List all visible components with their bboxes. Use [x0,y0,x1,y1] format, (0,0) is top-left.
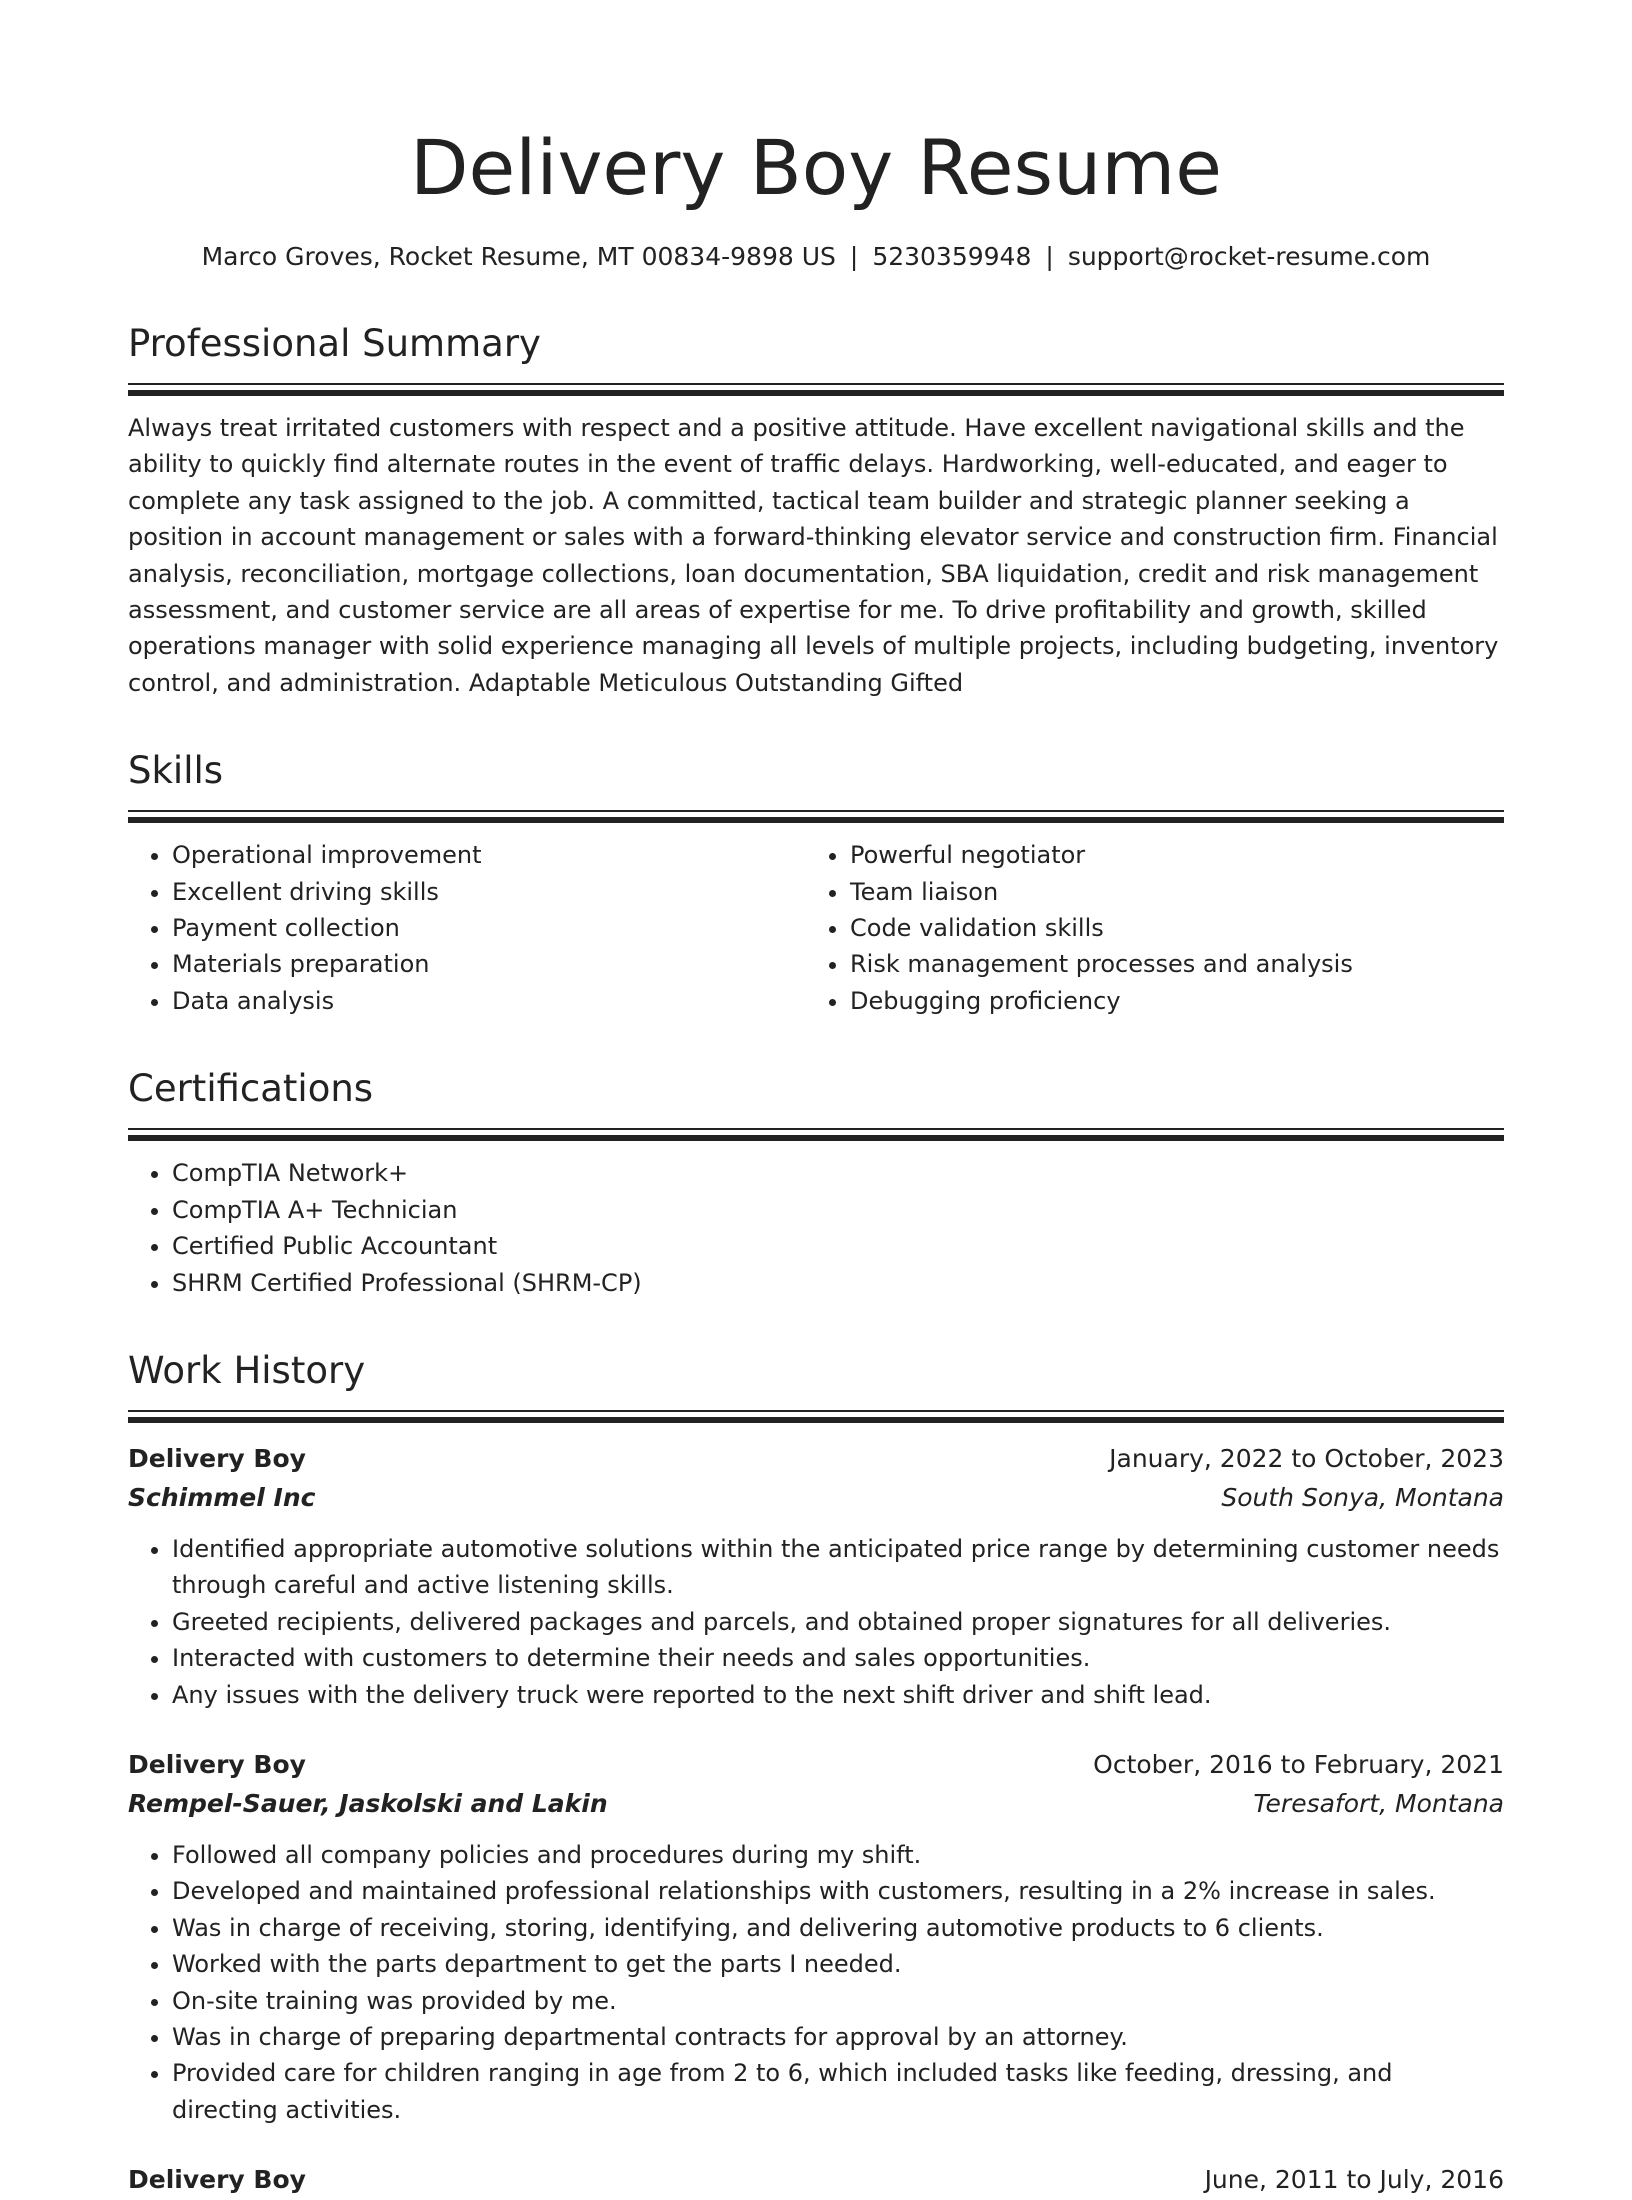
job-dates: January, 2022 to October, 2023 [1109,1443,1504,1473]
job-bullet: • Worked with the parts department to get the parts I needed. [172,1946,1504,1982]
contact-address: Marco Groves, Rocket Resume, MT 00834-9898 US [201,242,836,271]
contact-separator: | [1045,242,1054,271]
job-title: Delivery Boy [128,2165,306,2195]
summary-text: Always treat irritated customers with respect and a positive attitude. Have excellent navigational skills and the ability to quickly find alternate routes in the event of traffic delays. Hardworking, well-educated, and eager to complete any task assigned to the job. A committed, tactical team builder and strategic planner seeking a position in account management or sales with a forward-thinking elevator service and construction firm. Financial analysis, reconciliation, mortgage collections, loan documentation, SBA liquidation, credit and risk management assessment, and customer service are all areas of expertise for me. To drive profitability and growth, skilled operations manager with solid experience managing all levels of multiple projects, including budgeting, inventory control, and administration. Adaptable Meticulous Outstanding Gifted [128,414,1499,697]
job-bullet: • Followed all company policies and procedures during my shift. [172,1837,1504,1873]
contact-line [128,240,1504,274]
certification-item: • CompTIA A+ Technician [172,1192,1504,1228]
summary-heading: Professional Summary [128,322,541,365]
job-bullet: • Interacted with customers to determine their needs and sales opportunities. [172,1640,1504,1676]
job-company: Schimmel Inc [128,1482,316,1512]
job-company: Rempel-Sauer, Jaskolski and Lakin [128,1788,608,1818]
certifications-list [128,1155,1504,1301]
contact-email: support@rocket-resume.com [1067,242,1431,271]
job-location: Teresafort, Montana [1253,1788,1504,1818]
contact-phone: 5230359948 [872,242,1032,271]
skills-list [128,837,1504,1019]
job-title: Delivery Boy [128,1443,306,1473]
certification-item: • Certified Public Accountant [172,1228,1504,1264]
job-title: Delivery Boy [128,1749,306,1779]
certification-item: • SHRM Certified Professional (SHRM-CP) [172,1265,1504,1301]
section-divider [128,1128,1504,1141]
job-bullet: • Any issues with the delivery truck were reported to the next shift driver and shift lead. [172,1677,1504,1713]
job-entry [128,2160,1504,2200]
skill-item: • Data analysis [172,983,806,1019]
job-bullet: • On-site training was provided by me. [172,1983,1504,2019]
skill-item: • Payment collection [172,910,806,946]
job-bullet: • Was in charge of preparing departmental contracts for approval by an attorney. [172,2019,1504,2055]
resume-page [128,0,1504,2200]
skill-item: • Team liaison [850,874,1484,910]
skill-item: • Operational improvement [172,837,806,873]
job-bullet: • Provided care for children ranging in age from 2 to 6, which included tasks like feeding, dressing, and directing activities. [172,2055,1504,2128]
job-entry [128,1439,1504,1713]
skills-column-left [128,837,806,1019]
section-divider [128,810,1504,823]
skill-item: • Materials preparation [172,946,806,982]
job-entry [128,1745,1504,2128]
job-bullet: • Was in charge of receiving, storing, identifying, and delivering automotive products to 6 clients. [172,1910,1504,1946]
certification-item: • CompTIA Network+ [172,1155,1504,1191]
certifications-heading: Certifications [128,1067,374,1111]
document-title: Delivery Boy Resume [409,123,1223,212]
section-divider [128,383,1504,396]
job-bullet: • Developed and maintained professional relationships with customers, resulting in a 2% increase in sales. [172,1873,1504,1909]
skill-item: • Powerful negotiator [850,837,1484,873]
skills-heading: Skills [128,749,224,793]
skills-column-right [806,837,1484,1019]
skill-item: • Excellent driving skills [172,874,806,910]
section-divider [128,1410,1504,1423]
skill-item: • Risk management processes and analysis [850,946,1484,982]
job-bullet: • Greeted recipients, delivered packages and parcels, and obtained proper signatures for all deliveries. [172,1604,1504,1640]
skill-item: • Code validation skills [850,910,1484,946]
contact-separator: | [849,242,859,271]
skill-item: • Debugging proficiency [850,983,1484,1019]
job-dates: October, 2016 to February, 2021 [1093,1749,1504,1779]
job-bullet: • Identified appropriate automotive solutions within the anticipated price range by determining customer needs through careful and active listening skills. [172,1531,1504,1604]
job-dates: June, 2011 to July, 2016 [1204,2165,1504,2195]
job-location: South Sonya, Montana [1221,1482,1504,1512]
work-history-heading: Work History [128,1348,366,1392]
